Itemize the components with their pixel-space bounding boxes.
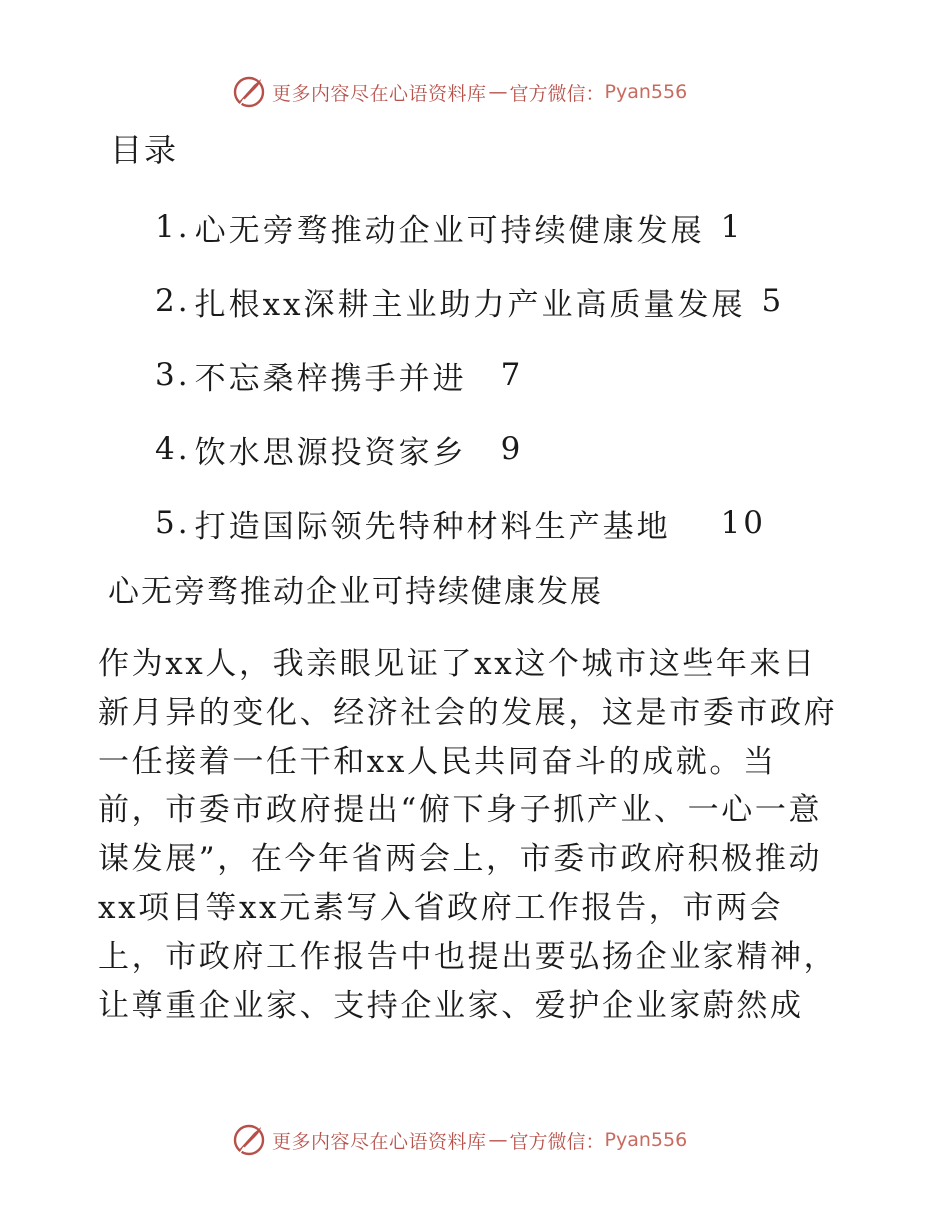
paragraph-line: 前，市委市政府提出“俯下身子抓产业、一心一意 (98, 792, 823, 829)
quill-pen-logo-icon (232, 1123, 266, 1157)
toc-item-text: 饮水思源投资家乡 (194, 434, 467, 471)
toc-item-page: 5 (761, 283, 785, 319)
toc-item[interactable] (155, 338, 855, 412)
toc-item-page: 9 (500, 431, 524, 467)
toc-item[interactable] (155, 486, 855, 560)
watermark-wechat-id: Pyan556 (604, 81, 688, 103)
watermark-wechat-label: 官方微信： (509, 1130, 605, 1153)
toc-title: 目录 (110, 131, 179, 169)
toc-item-number: 2. (155, 283, 191, 319)
body-paragraph (98, 640, 858, 1030)
toc-item-text: 打造国际领先特种材料生产基地 (194, 508, 671, 545)
footer-watermark (232, 1120, 687, 1160)
toc-item-text: 扎根xx深耕主业助力产业高质量发展 (194, 286, 746, 323)
paragraph-line: 一任接着一任干和xx人民共同奋斗的成就。当 (98, 743, 777, 780)
toc-item-number: 3. (155, 357, 191, 393)
paragraph-line: 让尊重企业家、支持企业家、爱护企业家蔚然成 (98, 987, 804, 1024)
section-title: 心无旁骛推动企业可持续健康发展 (108, 574, 603, 610)
paragraph-line: xx项目等xx元素写入省政府工作报告，市两会 (98, 889, 784, 926)
watermark-dash: — (488, 1129, 508, 1151)
toc-item[interactable] (155, 412, 855, 486)
toc-item-page: 7 (500, 357, 524, 393)
toc-list (155, 190, 855, 560)
paragraph-line: 作为xx人，我亲眼见证了xx这个城市这些年来日 (98, 646, 817, 682)
watermark-wechat-id: Pyan556 (604, 1129, 688, 1151)
toc-item-text: 心无旁骛推动企业可持续健康发展 (194, 212, 705, 249)
paragraph-line: 新月异的变化、经济社会的发展，这是市委市政府 (98, 694, 838, 731)
paragraph-line: 谋发展”，在今年省两会上，市委市政府积极推动 (98, 841, 823, 878)
watermark-dash: — (488, 81, 508, 103)
watermark-name: 更多内容尽在心语资料库 (272, 82, 487, 105)
toc-item[interactable] (155, 190, 855, 264)
paragraph-line: 上，市政府工作报告中也提出要弘扬企业家精神， (98, 938, 838, 975)
toc-item-number: 5. (155, 505, 191, 541)
header-watermark (232, 72, 687, 112)
toc-item-number: 4. (155, 431, 191, 467)
toc-item[interactable] (155, 264, 855, 338)
toc-item-page: 1 (720, 209, 744, 245)
quill-pen-logo-icon (232, 75, 266, 109)
toc-item-number: 1. (155, 209, 191, 245)
toc-item-text: 不忘桑梓携手并进 (194, 360, 467, 397)
toc-item-page: 10 (720, 505, 767, 541)
watermark-wechat-label: 官方微信： (509, 82, 605, 105)
watermark-name: 更多内容尽在心语资料库 (272, 1130, 487, 1153)
